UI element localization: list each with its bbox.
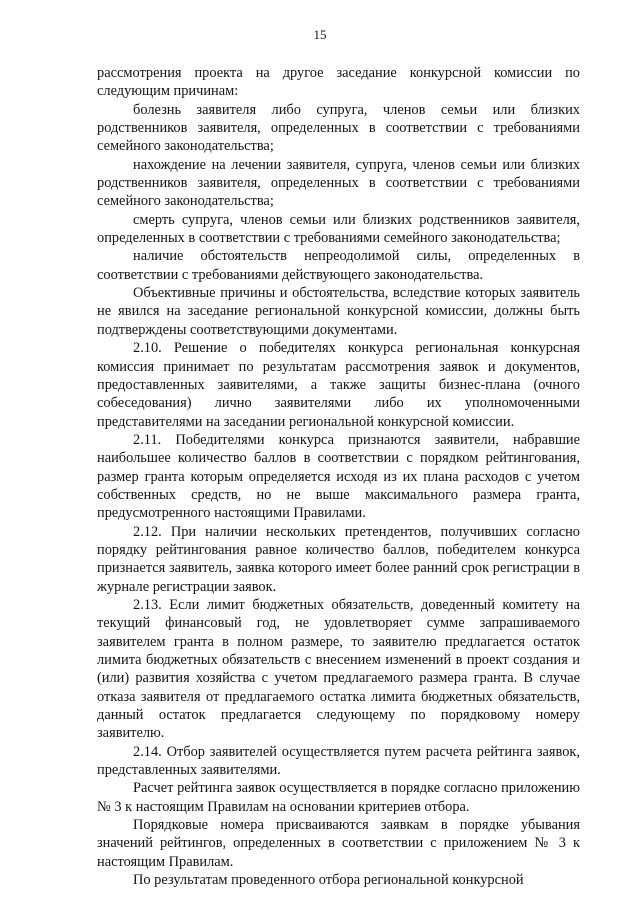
paragraph-sequence-numbers: Порядковые номера присваиваются заявкам в порядке убывания значений рейтингов, определенных в соответствии с приложением № 3 к настоящим Правилам. [97,817,580,870]
paragraph-2-12: 2.12. При наличии нескольких претендентов, получивших согласно порядку рейтингования равное количество баллов, победителем конкурса признается заявитель, заявка которого имеет более ранний срок регистрации в журнале регистрации заявок. [97,523,580,595]
paragraph-continuation: рассмотрения проекта на другое заседание конкурсной комиссии по следующим причинам: [97,65,580,100]
paragraph-reason-treatment: нахождение на лечении заявителя, супруга, членов семьи или близких родственников заявителя, определенных в соответствии с требованиями семейного законодательства; [97,156,580,210]
paragraph-objective-reasons: Объективные причины и обстоятельства, вследствие которых заявитель не явился на заседание региональной конкурсной комиссии, должны быть подтверждены соответствующими документами. [97,285,580,338]
paragraph-selection-results: По результатам проведенного отбора региональной конкурсной [133,872,524,889]
paragraph-reason-illness: болезнь заявителя либо супруга, членов семьи или близких родственников заявителя, определенных в соответствии с требованиями семейного законодательства; [97,101,580,155]
paragraph-reason-force-majeure: наличие обстоятельств непреодолимой силы, определенных в соответствии с требованиями действующего законодательства. [97,248,580,283]
paragraph-2-11: 2.11. Победителями конкурса признаются заявители, набравшие наибольшее количество баллов в соответствии с порядком рейтингования, размер гранта которым определяется исходя из их плана расходов с учетом собственных средств, но не выше максимального размера гранта, предусмотренного настоящими Правилами. [97,431,580,522]
paragraph-reason-death: смерть супруга, членов семьи или близких родственников заявителя, определенных в соответствии с требованиями семейного законодательства; [97,211,580,247]
document-body [97,64,580,889]
paragraph-rating-calculation: Расчет рейтинга заявок осуществляется в порядке согласно приложению № 3 к настоящим Правилам на основании критериев отбора. [97,780,580,815]
paragraph-2-10: 2.10. Решение о победителях конкурса региональная конкурсная комиссия принимает по результатам рассмотрения заявок и документов, предоставленных заявителями, а также защиты бизнес-плана (очного собеседования) лично заявителями либо их уполномоченными представителями на заседании региональной конкурсной комиссии. [97,340,580,430]
page-number: 15 [313,27,327,42]
paragraph-2-14: 2.14. Отбор заявителей осуществляется путем расчета рейтинга заявок, представленных заявителями. [97,743,580,779]
paragraph-2-13: 2.13. Если лимит бюджетных обязательств, доведенный комитету на текущий финансовый год, не удовлетворяет сумме запрашиваемого заявителем гранта в полном размере, то заявителю предлагается остаток лимита бюджетных обязательств с внесением изменений в проект создания и (или) развития хозяйства с учетом предлагаемого размера гранта. В случае отказа заявителя от предлагаемого остатка лимита бюджетных обязательств, данный остаток предлагается следующему по порядковому номеру заявителю. [97,596,580,742]
